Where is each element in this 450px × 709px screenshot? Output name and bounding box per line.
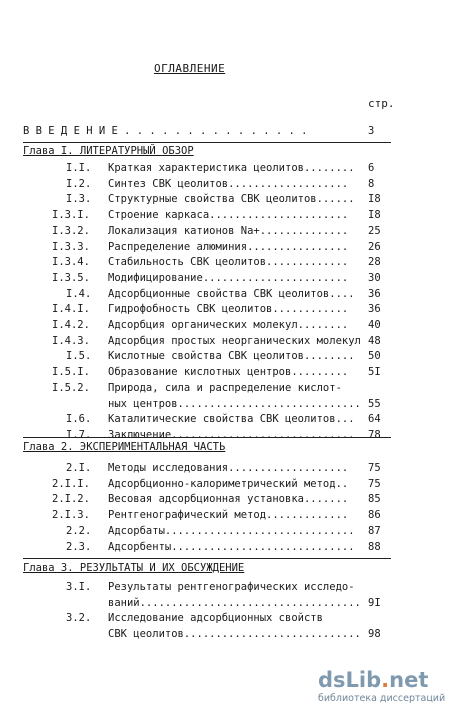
toc-entry bbox=[0, 240, 450, 254]
toc-entry-page: I8 bbox=[368, 209, 381, 222]
toc-entry bbox=[0, 287, 450, 301]
toc-entry-page: 30 bbox=[368, 271, 381, 284]
toc-entry-title: Гидрофобность СВК цеолитов............ bbox=[108, 303, 349, 316]
toc-entry-number: I.5. bbox=[66, 350, 92, 363]
toc-entry bbox=[0, 397, 450, 411]
toc-entry-number: 2.I. bbox=[66, 462, 92, 474]
toc-entry-number: 3.I. bbox=[66, 581, 92, 593]
toc-entry bbox=[0, 477, 450, 491]
toc-entry-page: 98 bbox=[368, 628, 381, 641]
toc-entry bbox=[0, 224, 450, 238]
toc-entry-page: 50 bbox=[368, 350, 381, 363]
toc-entry-page: 36 bbox=[368, 287, 381, 300]
toc-entry-number: 2.I.3. bbox=[52, 509, 90, 522]
toc-entry bbox=[0, 412, 450, 426]
toc-entry-title: Структурные свойства СВК цеолитов...... bbox=[108, 193, 355, 206]
toc-entry-page: 40 bbox=[368, 319, 381, 331]
toc-entry bbox=[0, 177, 450, 191]
toc-entry bbox=[0, 192, 450, 206]
toc-entry bbox=[0, 540, 450, 554]
toc-entry-page: 87 bbox=[368, 524, 381, 537]
toc-entry-title: ных центров............................. bbox=[108, 397, 361, 410]
toc-entry-page: 8 bbox=[368, 177, 375, 190]
toc-entry-title: Адсорбционно-калориметрический метод.. bbox=[108, 477, 349, 490]
toc-entry-number: I.5.2. bbox=[52, 381, 90, 394]
toc-entry-page: 86 bbox=[368, 509, 381, 522]
toc-entry-number: I.6. bbox=[66, 413, 92, 426]
toc-entry bbox=[0, 596, 450, 610]
toc-entry-title: Адсорбция простых неорганических молекул bbox=[108, 334, 361, 347]
watermark-subtitle: библиотека диссертаций bbox=[318, 693, 446, 704]
toc-entry-number: I.4.3. bbox=[52, 334, 90, 347]
toc-entry bbox=[0, 161, 450, 175]
toc-entry bbox=[0, 492, 450, 506]
toc-entry-number: 2.I.2. bbox=[52, 493, 90, 506]
toc-entry bbox=[0, 349, 450, 363]
toc-entry-title: Результаты рентгенографических исследо- bbox=[108, 581, 355, 593]
divider bbox=[23, 558, 391, 559]
toc-entry-number: I.3.4. bbox=[52, 256, 90, 269]
watermark bbox=[318, 668, 450, 708]
toc-entry-title: Каталитические свойства СВК цеолитов... bbox=[108, 413, 355, 426]
toc-entry-page: 48 bbox=[368, 334, 381, 347]
toc-entry-page: 25 bbox=[368, 224, 381, 237]
toc-entry-page: 88 bbox=[368, 540, 381, 553]
toc-entry-page: 64 bbox=[368, 413, 381, 426]
toc-entry-title: Заключение............................. bbox=[108, 428, 355, 441]
toc-intro-row bbox=[23, 124, 423, 138]
toc-entry bbox=[0, 461, 450, 475]
toc-entry-number: I.4. bbox=[66, 287, 92, 300]
toc-entry-number: 2.2. bbox=[66, 524, 92, 537]
intro-page: 3 bbox=[368, 125, 375, 137]
toc-entry-title: Модифицирование....................... bbox=[108, 271, 349, 284]
toc-entry bbox=[0, 381, 450, 395]
toc-entry-number: I.3.I. bbox=[52, 209, 90, 222]
toc-entry-title: Методы исследования................... bbox=[108, 462, 349, 474]
toc-entry bbox=[0, 302, 450, 316]
toc-entry-page: I8 bbox=[368, 193, 381, 206]
toc-entry-page: 28 bbox=[368, 256, 381, 269]
toc-entry-page: 5I bbox=[368, 366, 381, 379]
toc-entry-number: 3.2. bbox=[66, 612, 92, 625]
toc-entry bbox=[0, 365, 450, 379]
toc-entry bbox=[0, 524, 450, 538]
toc-entry-page: 55 bbox=[368, 397, 381, 410]
toc-entry-page: 9I bbox=[368, 596, 381, 609]
toc-entry-title: Исследование адсорбционных свойств bbox=[108, 612, 323, 625]
toc-entry bbox=[0, 208, 450, 222]
watermark-logo: dsLib.net bbox=[318, 668, 429, 692]
toc-entry-title: Строение каркаса...................... bbox=[108, 209, 349, 222]
toc-entry-page: 78 bbox=[368, 428, 381, 441]
toc-entry-page: 26 bbox=[368, 240, 381, 253]
toc-entry-title: Распределение алюминия................ bbox=[108, 240, 349, 253]
toc-entry-page: 85 bbox=[368, 493, 381, 506]
toc-entry bbox=[0, 627, 450, 641]
page-title: ОГЛАВЛЕНИЕ bbox=[154, 62, 226, 75]
chapter-heading-2: Глава 2. ЭКСПЕРИМЕНТАЛЬНАЯ ЧАСТЬ bbox=[23, 441, 226, 453]
divider bbox=[23, 437, 391, 438]
toc-entry-page: 75 bbox=[368, 462, 381, 474]
toc-entry-number: I.3.2. bbox=[52, 224, 90, 237]
toc-entry-title: ваний................................... bbox=[108, 596, 361, 609]
page-column-header: стр. bbox=[368, 97, 395, 110]
toc-entry-number: I.3.3. bbox=[52, 240, 90, 253]
toc-entry-page: 36 bbox=[368, 303, 381, 316]
toc-entry-title: Рентгенографический метод............. bbox=[108, 509, 349, 522]
toc-entry-number: I.I. bbox=[66, 162, 92, 174]
toc-entry-number: 2.3. bbox=[66, 540, 92, 553]
toc-entry-number: 2.I.I. bbox=[52, 477, 90, 490]
toc-entry-page: 6 bbox=[368, 162, 375, 174]
chapter-heading-1: Глава I. ЛИТЕРАТУРНЫЙ ОБЗОР bbox=[23, 145, 194, 157]
toc-entry-title: Адсорбаты.............................. bbox=[108, 524, 355, 537]
toc-entry-number: I.7. bbox=[66, 428, 92, 441]
toc-entry-title: Кислотные свойства СВК цеолитов........ bbox=[108, 350, 355, 363]
toc-entry-number: I.4.I. bbox=[52, 303, 90, 316]
toc-entry-title: Адсорбенты............................. bbox=[108, 540, 355, 553]
toc-entry bbox=[0, 611, 450, 625]
toc-entry-title: Весовая адсорбционная установка....... bbox=[108, 493, 349, 506]
intro-label: В В Е Д Е Н И Е . . . . . . . . . . . . . . . bbox=[23, 125, 308, 137]
toc-entry-title: Стабильность СВК цеолитов............. bbox=[108, 256, 349, 269]
toc-entry-page: 75 bbox=[368, 477, 381, 490]
toc-entry-title: СВК цеолитов............................ bbox=[108, 628, 361, 641]
toc-entry-title: Локализация катионов Na+.............. bbox=[108, 224, 349, 237]
toc-entry-title: Образование кислотных центров......... bbox=[108, 366, 349, 379]
toc-entry-number: I.4.2. bbox=[52, 319, 90, 331]
divider bbox=[23, 142, 391, 143]
toc-entry-number: I.3. bbox=[66, 193, 92, 206]
toc-entry-title: Синтез СВК цеолитов................... bbox=[108, 177, 349, 190]
toc-entry-title: Природа, сила и распределение кислот- bbox=[108, 381, 342, 394]
toc-entry bbox=[0, 334, 450, 348]
toc-entry-number: I.3.5. bbox=[52, 271, 90, 284]
toc-entry bbox=[0, 255, 450, 269]
chapter-heading-3: Глава 3. РЕЗУЛЬТАТЫ И ИХ ОБСУЖДЕНИЕ bbox=[23, 562, 245, 574]
toc-entry-title: Краткая характеристика цеолитов........ bbox=[108, 162, 355, 174]
toc-entry bbox=[0, 271, 450, 285]
toc-entry-number: I.2. bbox=[66, 177, 92, 190]
toc-entry-title: Адсорбция органических молекул........ bbox=[108, 319, 349, 331]
toc-entry bbox=[0, 580, 450, 594]
toc-entry-number: I.5.I. bbox=[52, 366, 90, 379]
toc-entry bbox=[0, 318, 450, 332]
toc-entry bbox=[0, 508, 450, 522]
toc-entry-title: Адсорбционные свойства СВК цеолитов.... bbox=[108, 287, 355, 300]
